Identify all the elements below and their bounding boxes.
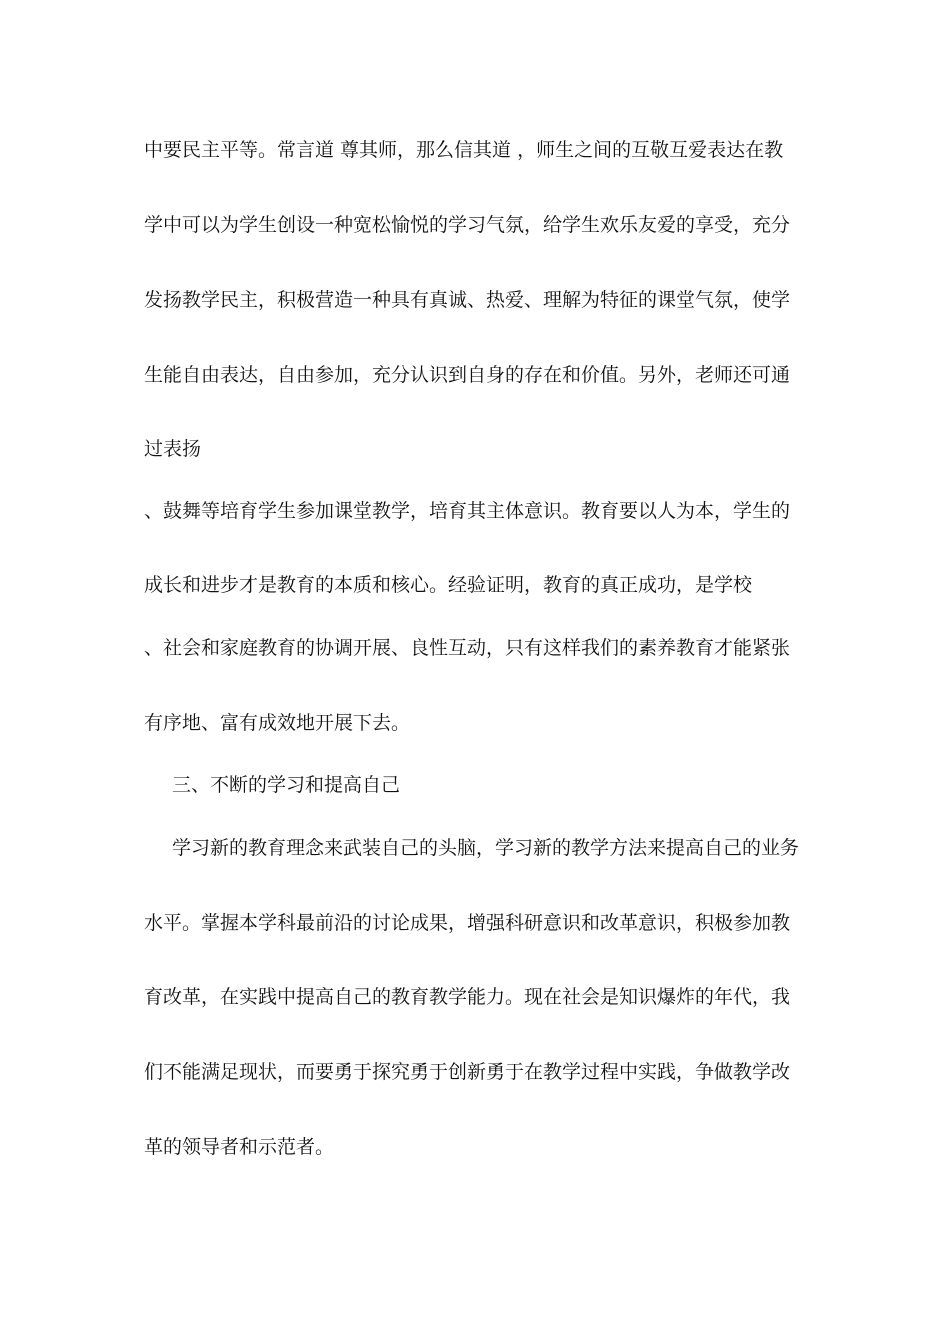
paragraph-line-12: 育改革，在实践中提高自己的教育教学能力。现在社会是知识爆炸的年代，我 <box>144 986 791 1008</box>
paragraph-line-5: 过表扬 <box>144 438 202 460</box>
paragraph-line-9: 有序地、富有成效地开展下去。 <box>144 712 411 734</box>
paragraph-line-13: 们不能满足现状，而要勇于探究勇于创新勇于在教学过程中实践，争做教学改 <box>144 1061 791 1083</box>
paragraph-line-14: 革的领导者和示范者。 <box>144 1136 335 1158</box>
paragraph-line-4: 生能自由表达，自由参加，充分认识到自身的存在和价值。另外，老师还可通 <box>144 364 791 386</box>
paragraph-line-2: 学中可以为学生创设一种宽松愉悦的学习气氛，给学生欢乐友爱的享受，充分 <box>144 214 791 236</box>
paragraph-line-6: 、鼓舞等培育学生参加课堂教学，培育其主体意识。教育要以人为本，学生的 <box>144 500 791 522</box>
paragraph-line-8: 、社会和家庭教育的协调开展、良性互动，只有这样我们的素养教育才能紧张 <box>144 637 791 659</box>
paragraph-line-3: 发扬教学民主，积极营造一种具有真诚、热爱、理解为特征的课堂气氛，使学 <box>144 289 791 311</box>
section-heading: 三、不断的学习和提高自己 <box>172 774 401 796</box>
paragraph-line-11: 水平。掌握本学科最前沿的讨论成果，增强科研意识和改革意识，积极参加教 <box>144 912 791 934</box>
paragraph-line-1: 中要民主平等。常言道 尊其师，那么信其道 ，师生之间的互敬互爱表达在教 <box>144 139 784 161</box>
paragraph-line-7: 成长和进步才是教育的本质和核心。经验证明，教育的真正成功，是学校 <box>144 574 753 596</box>
paragraph-line-10: 学习新的教育理念来武装自己的头脑，学习新的教学方法来提高自己的业务 <box>172 837 800 859</box>
